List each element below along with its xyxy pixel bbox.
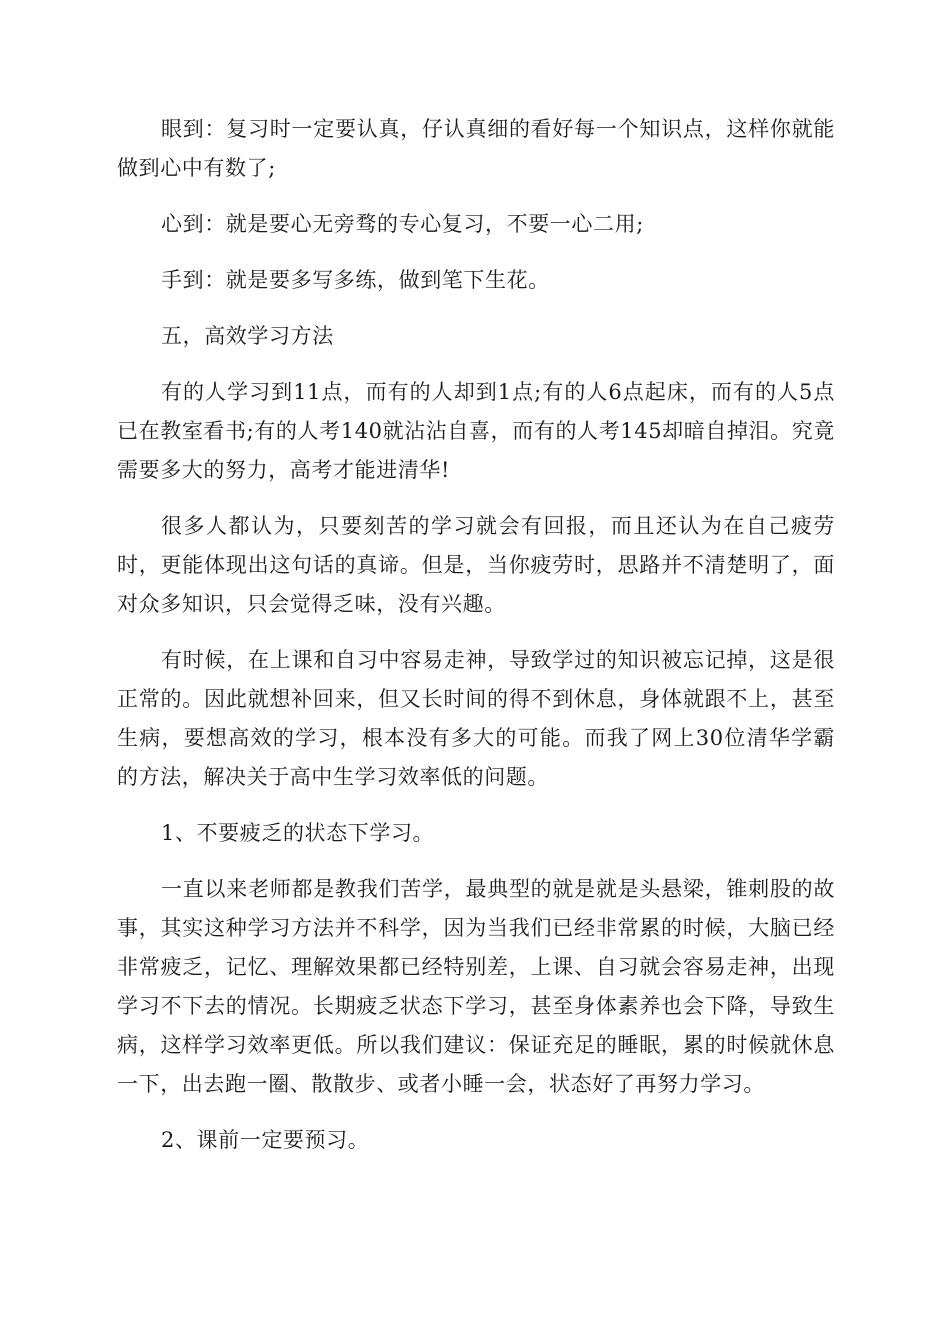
list-heading-1: 1、不要疲乏的状态下学习。	[161, 821, 435, 845]
paragraph-eyes: 眼到：复习时一定要认真，仔认真细的看好每一个知识点，这样你就能做到心中有数了;	[117, 117, 835, 180]
paragraph-distraction: 有时候，在上课和自习中容易走神，导致学过的知识被忘记掉，这是很正常的。因此就想补回来，但又长时间的得不到休息，身体就跟不上，甚至生病，要想高效的学习，根本没有多大的可能。而我了网上30位清华学霸的方法，解决关于高中生学习效率低的问题。	[117, 648, 835, 789]
paragraph-study-hours: 有的人学习到11点，而有的人却到1点;有的人6点起床，而有的人5点已在教室看书;有的人考140就沾沾自喜，而有的人考145却暗自掉泪。究竟需要多大的努力，高考才能进清华!	[117, 380, 835, 482]
section-heading-efficient-study: 五，高效学习方法	[161, 324, 334, 348]
paragraph-fatigue: 一直以来老师都是教我们苦学，最典型的就是就是头悬梁，锥刺股的故事，其实这种学习方法并不科学，因为当我们已经非常累的时候，大脑已经非常疲乏，记忆、理解效果都已经特别差，上课、自习就会容易走神，出现学习不下去的情况。长期疲乏状态下学习，甚至身体素养也会下降，导致生病，这样学习效率更低。所以我们建议：保证充足的睡眠，累的时候就休息一下，出去跑一圈、散散步、或者小睡一会，状态好了再努力学习。	[117, 877, 835, 1096]
paragraph-hands: 手到：就是要多写多练，做到笔下生花。	[161, 268, 550, 292]
document-body	[117, 110, 835, 1177]
list-heading-2: 2、课前一定要预习。	[161, 1128, 370, 1152]
paragraph-heart: 心到：就是要心无旁骛的专心复习，不要一心二用;	[161, 212, 644, 236]
paragraph-hard-work: 很多人都认为，只要刻苦的学习就会有回报，而且还认为在自己疲劳时，更能体现出这句话的真谛。但是，当你疲劳时，思路并不清楚明了，面对众多知识，只会觉得乏味，没有兴趣。	[117, 514, 835, 616]
